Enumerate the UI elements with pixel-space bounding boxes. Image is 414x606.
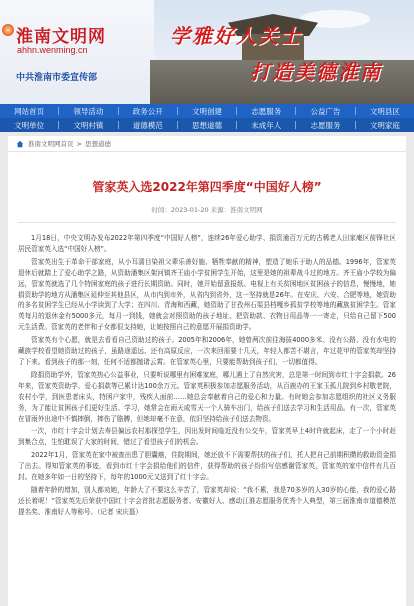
breadcrumb-separator: > — [76, 139, 82, 148]
nav-row-secondary — [0, 118, 414, 132]
main-nav — [0, 104, 414, 132]
slogan-line-1: 学雅好人关士 — [170, 24, 302, 48]
article-paragraph: 一次，市红十字会计划去寿县偏远农村那探望学生，因出发时间临近没有公交车，管家英早上4时许就起床，走了一个小时赶到集合点，生怕耽误了大家的时间，错过了看望孩子们的机会。 — [18, 427, 396, 447]
breadcrumb-section[interactable]: 思想道德 — [84, 140, 111, 148]
site-logo-icon — [2, 24, 14, 36]
article-paragraph: 管家英出生于革命干部家庭，从小耳濡目染祖父辈乐善好施、牺牲奉献的精神，塑造了她乐于助人的品德。1996年，管家英退休后就踏上了爱心助学之路，从资助潘集区架河镇齐王庙小学贫困学生开始，这里是她的祖辈战斗过的地方。齐王庙小学较为偏远，管家英就选了几个特困家庭的孩子进行长期资助。同时，她开始留意报纸、电视上有关贫困地区贫困孩子的信息，慢慢地，她捐资助学的地方从潘集区延伸至其他县区，从市内到市外，从省内到省外，这一坚持就是26年。在安庆、六安、合肥等地，她资助的多名贫困学生已经从小学读到了大学；在四川、青海和西藏，她资助了甘孜州石渠县档嘎乡孤贫学校等地的藏族贫困学生。管家英每月的退休金有5000多元，每月一到钱，她就会对照资助的孩子地址、把资助款、衣物日用品等一一寄走，只给自己留下500元生活费。管家英的老伴和子女都很支持她，让她按照自己的意愿开展捐资助学。 — [18, 257, 396, 332]
nav-item-civil-villages[interactable]: 文明村镇 — [73, 120, 104, 130]
site-sponsor: 中共淮南市委宣传部 — [16, 73, 98, 83]
article-paragraph: 2022年1月，管家英在家中被查出患了胆囊癌，住院期间，她还放不下需要帮扶的孩子们，托人把自己前期积攒的救助资金捐了出去。得知管家英的事迹，看到市红十字会捐给他们的信件，获得帮助的孩子纷纷写信感谢管家英，管家英的家中信件有几百封。在她多年如一日的坚持下，每年的1000元又送到了红十字会。 — [18, 451, 396, 482]
nav-item-minors[interactable]: 未成年人 — [251, 120, 282, 130]
site-url: ahhn.wenming.cn — [17, 45, 88, 55]
breadcrumb — [8, 136, 406, 152]
article-card — [8, 136, 406, 606]
slogan-line-2: 打造美德淮南 — [250, 60, 382, 84]
nav-item-civilization[interactable]: 文明创建 — [191, 106, 222, 116]
nav-item-home[interactable]: 网站首页 — [14, 106, 45, 116]
article-paragraph: 除捐资助学外，管家英热心公益事业，只要听说哪里有困难家庭，哪儿遇上了自然灾害，总是第一时间到市红十字会捐款。26年来，管家英资助学、爱心捐款等已累计达100余万元。管家英积极参加志愿服务活动，从百鹿办的王家玉孤儿院到乡村敬老院，农村小学，到医患者床头，特困户家中，残疾人面前……她总会奉献着自己的爱心和力量。有时她会参加志愿组织的社区义务服务，为了能让贫困孩子们更好生活、学习，她常会在雨天或雪天一个人骑车出门，给孩子们送去学习和生活用品。有一次，管家英在冒雨外出途中不慎摔倒，摔伤了胳膊，但她却毫不在意，依旧坚持给孩子们送去物资。 — [18, 370, 396, 423]
nav-item-counties[interactable]: 文明县区 — [369, 106, 400, 116]
nav-item-civil-units[interactable]: 文明单位 — [14, 120, 45, 130]
site-banner — [0, 0, 414, 104]
nav-item-public-ads[interactable]: 公益广告 — [310, 106, 341, 116]
nav-item-civil-families[interactable]: 文明家庭 — [369, 120, 400, 130]
breadcrumb-home[interactable]: 淮南文明网首页 — [28, 140, 74, 148]
article-paragraph: 管家英有个心愿，就是去看看自己资助过的孩子。2005年和2006年，她曾两次前往海拔4000多米、没有公路、没有水电的藏族学校看望她资助过的孩子，虽路途遥远、还有高原反应，一次来回需要十几天，年轻人都苦不堪言，年过花甲的管家英却坚持了下来。看到孩子的那一刻，任何不适都抛诸云霄。在管家英心里，只要能帮助到孩子们，一切都值得。 — [18, 336, 396, 366]
nav-item-leadership[interactable]: 领导活动 — [73, 106, 104, 116]
article-title: 管家英入选2022年第四季度“中国好人榜” — [92, 180, 322, 194]
article-meta: 时间：2023-01-20 来源：淮南文明网 — [151, 206, 263, 214]
nav-item-role-models[interactable]: 道德模范 — [132, 120, 163, 130]
article-paragraph: 1月18日，中央文明办发布2022年第四季度“中国好人榜”，连续26年爱心助学、捐资逾百万元的古稀老人田家庵区前锋社区居民管家英入选“中国好人榜”。 — [18, 234, 396, 253]
nav-item-morality[interactable]: 思想道德 — [191, 120, 222, 130]
home-icon — [16, 140, 24, 148]
nav-item-volunteer[interactable]: 志愿服务 — [251, 106, 282, 116]
nav-item-government[interactable]: 政务公开 — [132, 106, 163, 116]
nav-item-volunteer-2[interactable]: 志愿服务 — [310, 120, 341, 130]
article-paragraph: 随着年龄的增加，别人都劝她，年龄大了不要这么辛苦了，管家英却说：“我不累，我是70多岁的人30岁的心能，我的爱心路还长着呢！”管家英先后荣获中国红十字会首批志愿服务者、安徽好人、感动江淮志愿服务优秀个人典型，第三届淮南市道德模范提名奖、淮南好人等称号。（记者 宋庆磊） — [18, 485, 396, 516]
nav-row-primary — [0, 104, 414, 118]
article-body — [8, 223, 406, 518]
site-name[interactable]: 淮南文明网 — [16, 27, 106, 47]
